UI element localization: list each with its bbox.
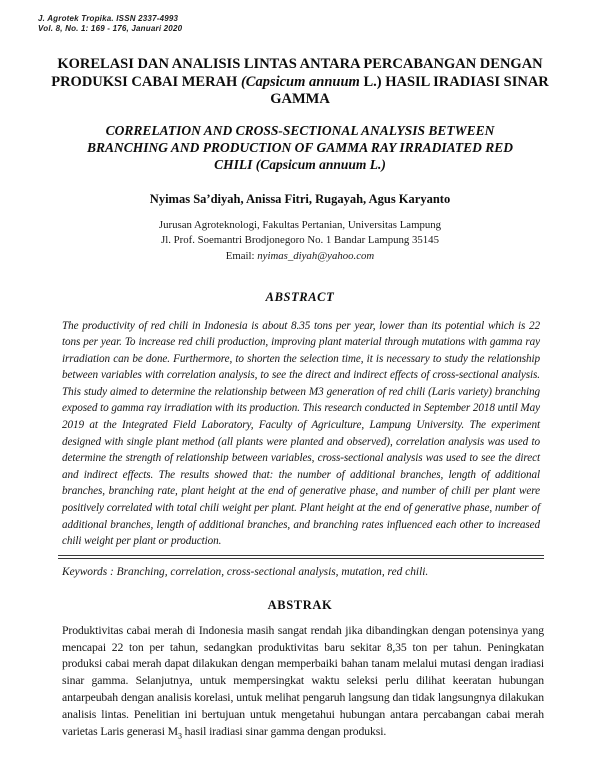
- journal-volume-issue: Vol. 8, No. 1: 169 - 176, Januari 2020: [38, 24, 183, 33]
- abstract-text-indonesian: [62, 623, 544, 741]
- journal-name-issn: J. Agrotek Tropika. ISSN 2337-4993: [38, 14, 179, 23]
- double-horizontal-rule: [58, 555, 544, 559]
- article-title-indonesian: [48, 56, 553, 109]
- abstrak-part2: hasil iradiasi sinar gamma dengan produksi.: [181, 724, 387, 738]
- article-title-english: CORRELATION AND CROSS-SECTIONAL ANALYSIS BETWEEN BRANCHING AND PRODUCTION OF GAMMA RAY IRRADIATED RED CHILI (Capsicum annuum L.): [87, 122, 513, 172]
- m3-subscript: 3: [177, 730, 182, 740]
- abstrak-part1: Produktivitas cabai merah di Indonesia masih sangat rendah jika dibandingkan dengan potensinya yang mencapai 22 ton per tahun, sedangkan produktivitas baru sekitar 8,35 ton per tahun. Peningkatan produksi cabai merah dapat dilakukan dengan memperbaiki bahan tanam melalui mutasi dengan iradiasi sinar gamma. Selanjutnya, untuk mempersingkat waktu seleksi perlu dilihat keeratan hubungan antarpeubah dengan analisis korelasi, untuk melihat pengaruh langsung dan tidak langsungnya dilakukan analisis lintas. Penelitian ini bertujuan untuk mengetahui hubungan antara percabangan cabai merah varietas Laris generasi M: [62, 623, 544, 738]
- abstract-text-english: The productivity of red chili in Indonesia is about 8.35 tons per year, lower than its potential which is 22 tons per year. To increase red chili production, improving plant material through mutations with gamma ray irradiation can be done. Furthermore, to shorten the selection time, it is necessary to study the relationship between variables with correlation analysis, to see the direct and indirect effects of cross-sectional analysis. This study aimed to determine the relationship between M3 generation of red chili (Laris variety) branching exposed to gamma ray irradiation with its production. This research conducted in September 2018 until May 2019 at the Integrated Field Laboratory, Faculty of Agriculture, Lampung University. The experiment designed with single plant method (all plants were planted and observed), correlation analysis was used to determine the strength of relationship between variables, cross-sectional analysis was used to see the direct and indirect effects. The results showed that: the number of additional branches, length of additional branches, branching rate, plant height at the end of generative phase, and number of chili per plant were positively correlated with total chili weight per plant. Plant height at the end of generative phase, number of additional branches, length of additional branches, and branching rates influenced each other to increased chili weight per plant or production.: [62, 319, 540, 548]
- affiliation-block: [0, 218, 600, 264]
- title-id-species-name: (Capsicum annuum: [240, 73, 360, 90]
- email-label: Email:: [225, 249, 258, 262]
- abstract-heading-indonesian: ABSTRAK: [267, 597, 333, 612]
- email-line: [0, 249, 600, 264]
- affiliation-department: Jurusan Agroteknologi, Fakultas Pertanian, Universitas Lampung: [158, 218, 442, 231]
- email-address: nyimas_diyah@yahoo.com: [257, 249, 375, 262]
- authors-line: Nyimas Sa’diyah, Anissa Fitri, Rugayah, Agus Karyanto: [149, 191, 451, 206]
- affiliation-address: Jl. Prof. Soemantri Brodjonegoro No. 1 Bandar Lampung 35145: [161, 233, 439, 246]
- journal-header: [38, 14, 182, 34]
- title-id-part1: KORELASI DAN ANALISIS LINTAS ANTARA PERCABANGAN DENGAN PRODUKSI CABAI MERAH: [51, 56, 543, 90]
- keywords-line: Keywords : Branching, correlation, cross-sectional analysis, mutation, red chili.: [62, 565, 429, 578]
- title-id-part2: L.) HASIL IRADIASI SINAR GAMMA: [270, 73, 549, 107]
- abstract-heading-english: ABSTRACT: [265, 289, 335, 304]
